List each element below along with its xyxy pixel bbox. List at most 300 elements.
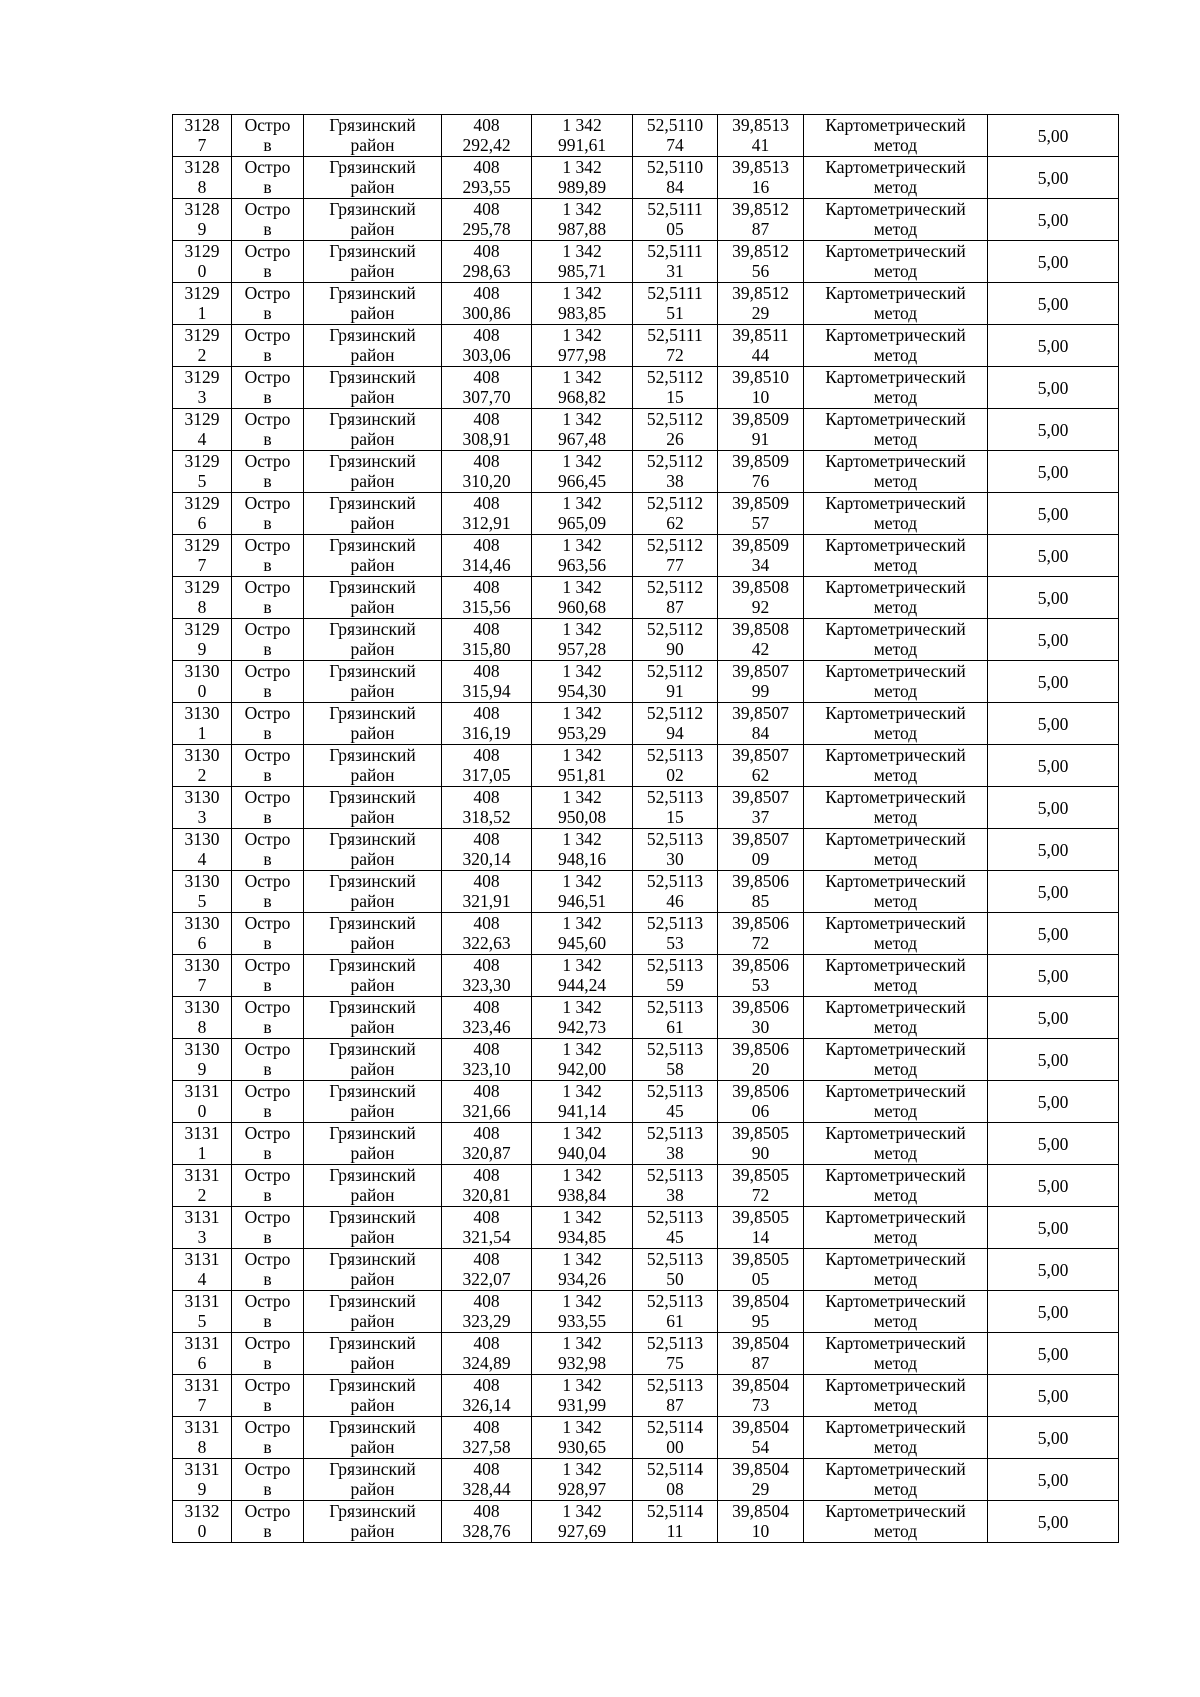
error-cell: 5,00 [988,913,1119,955]
y-coordinate-cell [532,997,633,1039]
latitude-cell-line: 30 [666,849,684,869]
y-coordinate-cell [532,1249,633,1291]
district-cell-line: район [350,807,395,827]
district-cell [304,703,442,745]
longitude-cell-line: 39,8510 [732,367,789,387]
y-coordinate-cell-line: 960,68 [557,597,607,617]
district-cell-line: Грязинский [329,241,416,261]
method-cell-line: Картометрический [825,703,966,723]
x-coordinate-cell [442,871,532,913]
district-cell-line: Грязинский [329,577,416,597]
object-type-cell [232,661,304,703]
method-cell [804,1333,988,1375]
y-coordinate-cell [532,787,633,829]
table-row [173,1249,1119,1291]
latitude-cell-line: 52,5113 [646,1375,704,1395]
longitude-cell-line: 39,8506 [732,997,789,1017]
x-coordinate-cell-line: 295,78 [462,219,511,239]
y-coordinate-cell-line: 1 342 [562,577,602,597]
x-coordinate-cell [442,325,532,367]
table-row [173,199,1119,241]
method-cell-line: Картометрический [825,367,966,387]
method-cell-line: Картометрический [825,955,966,975]
district-cell-line: Грязинский [329,283,416,303]
y-coordinate-cell [532,619,633,661]
point-number-cell-line: 3130 [184,955,220,975]
table-row [173,1291,1119,1333]
x-coordinate-cell-line: 328,76 [462,1521,511,1541]
y-coordinate-cell-line: 966,45 [557,471,607,491]
district-cell-line: район [350,261,395,281]
object-type-cell-line: в [263,555,272,575]
y-coordinate-cell [532,493,633,535]
x-coordinate-cell-line: 408 [473,1165,500,1185]
object-type-cell-line: Остро [244,997,291,1017]
latitude-cell-line: 52,5113 [646,745,704,765]
x-coordinate-cell-line: 323,10 [462,1059,511,1079]
x-coordinate-cell-line: 408 [473,1123,500,1143]
object-type-cell-line: Остро [244,493,291,513]
point-number-cell-line: 7 [197,135,207,155]
district-cell-line: район [350,765,395,785]
district-cell-line: Грязинский [329,1459,416,1479]
point-number-cell-line: 3128 [184,199,220,219]
longitude-cell-line: 87 [751,219,770,239]
point-number-cell-line: 3129 [184,493,220,513]
district-cell [304,1249,442,1291]
longitude-cell-line: 62 [751,765,770,785]
method-cell-line: Картометрический [825,241,966,261]
method-cell-line: Картометрический [825,283,966,303]
object-type-cell-line: в [263,1059,272,1079]
x-coordinate-cell [442,997,532,1039]
y-coordinate-cell-line: 1 342 [562,1249,602,1269]
object-type-cell [232,493,304,535]
y-coordinate-cell [532,241,633,283]
longitude-cell-line: 29 [751,1479,770,1499]
object-type-cell-line: Остро [244,283,291,303]
latitude-cell-line: 52,5112 [646,409,704,429]
object-type-cell-line: Остро [244,619,291,639]
district-cell-line: Грязинский [329,661,416,681]
table-row [173,829,1119,871]
object-type-cell-line: в [263,765,272,785]
longitude-cell-line: 39,8506 [732,1039,789,1059]
object-type-cell-line: в [263,1185,272,1205]
x-coordinate-cell-line: 292,42 [462,135,511,155]
y-coordinate-cell [532,1459,633,1501]
longitude-cell-line: 39,8513 [732,157,789,177]
x-coordinate-cell-line: 408 [473,1039,500,1059]
x-coordinate-cell-line: 307,70 [462,387,511,407]
point-number-cell-line: 3128 [184,115,220,135]
point-number-cell-line: 3131 [184,1375,220,1395]
y-coordinate-cell-line: 944,24 [557,975,607,995]
district-cell [304,1459,442,1501]
table-row [173,115,1119,157]
method-cell [804,787,988,829]
point-number-cell-line: 3132 [184,1501,220,1521]
object-type-cell [232,997,304,1039]
method-cell [804,199,988,241]
district-cell [304,913,442,955]
longitude-cell-line: 09 [751,849,770,869]
y-coordinate-cell-line: 1 342 [562,409,602,429]
longitude-cell-line: 39,8507 [732,829,789,849]
method-cell [804,1207,988,1249]
district-cell-line: район [350,723,395,743]
object-type-cell [232,367,304,409]
y-coordinate-cell [532,1291,633,1333]
longitude-cell [718,1123,804,1165]
district-cell-line: район [350,1269,395,1289]
method-cell-line: Картометрический [825,661,966,681]
latitude-cell [633,1501,718,1543]
method-cell-line: Картометрический [825,535,966,555]
point-number-cell-line: 2 [197,765,207,785]
point-number-cell-line: 8 [197,1017,207,1037]
district-cell-line: район [350,555,395,575]
method-cell-line: Картометрический [825,871,966,891]
point-number-cell [173,871,232,913]
method-cell-line: метод [873,471,918,491]
latitude-cell-line: 52,5114 [646,1417,704,1437]
longitude-cell [718,661,804,703]
point-number-cell-line: 3130 [184,1039,220,1059]
longitude-cell [718,997,804,1039]
longitude-cell-line: 39,8505 [732,1207,789,1227]
x-coordinate-cell [442,1249,532,1291]
longitude-cell-line: 39,8512 [732,283,789,303]
latitude-cell-line: 45 [666,1227,684,1247]
object-type-cell-line: Остро [244,1501,291,1521]
x-coordinate-cell-line: 408 [473,157,500,177]
x-coordinate-cell-line: 315,56 [462,597,511,617]
longitude-cell [718,1207,804,1249]
method-cell-line: метод [873,219,918,239]
point-number-cell-line: 3131 [184,1165,220,1185]
y-coordinate-cell [532,1375,633,1417]
district-cell-line: район [350,1101,395,1121]
latitude-cell-line: 52,5110 [646,115,704,135]
object-type-cell-line: в [263,1437,272,1457]
x-coordinate-cell-line: 315,94 [462,681,511,701]
y-coordinate-cell-line: 1 342 [562,1333,602,1353]
district-cell-line: район [350,1311,395,1331]
district-cell-line: район [350,303,395,323]
latitude-cell-line: 61 [666,1017,684,1037]
latitude-cell [633,997,718,1039]
method-cell [804,1291,988,1333]
point-number-cell-line: 3129 [184,409,220,429]
method-cell [804,283,988,325]
method-cell-line: Картометрический [825,1333,966,1353]
latitude-cell-line: 05 [666,219,684,239]
point-number-cell-line: 6 [197,1353,207,1373]
error-cell: 5,00 [988,997,1119,1039]
x-coordinate-cell [442,1207,532,1249]
latitude-cell [633,871,718,913]
x-coordinate-cell [442,1291,532,1333]
object-type-cell-line: в [263,891,272,911]
object-type-cell-line: Остро [244,241,291,261]
point-number-cell-line: 9 [197,1479,207,1499]
y-coordinate-cell-line: 1 342 [562,913,602,933]
object-type-cell-line: в [263,1353,272,1373]
point-number-cell [173,1207,232,1249]
method-cell-line: метод [873,1395,918,1415]
method-cell-line: метод [873,1143,918,1163]
x-coordinate-cell [442,115,532,157]
y-coordinate-cell-line: 942,73 [557,1017,607,1037]
object-type-cell [232,745,304,787]
latitude-cell-line: 52,5113 [646,1333,704,1353]
longitude-cell [718,577,804,619]
y-coordinate-cell-line: 1 342 [562,283,602,303]
latitude-cell-line: 91 [666,681,684,701]
error-cell: 5,00 [988,1417,1119,1459]
longitude-cell-line: 39,8505 [732,1123,789,1143]
object-type-cell [232,1459,304,1501]
method-cell-line: метод [873,135,918,155]
latitude-cell-line: 52,5111 [647,199,703,219]
x-coordinate-cell-line: 408 [473,871,500,891]
y-coordinate-cell-line: 1 342 [562,115,602,135]
latitude-cell [633,703,718,745]
latitude-cell-line: 52,5114 [646,1501,704,1521]
latitude-cell [633,745,718,787]
point-number-cell-line: 3131 [184,1291,220,1311]
object-type-cell-line: Остро [244,745,291,765]
object-type-cell-line: Остро [244,409,291,429]
method-cell-line: метод [873,723,918,743]
y-coordinate-cell [532,1081,633,1123]
longitude-cell-line: 37 [751,807,770,827]
object-type-cell-line: в [263,387,272,407]
latitude-cell-line: 52,5113 [646,913,704,933]
y-coordinate-cell-line: 927,69 [557,1521,607,1541]
district-cell-line: район [350,1437,395,1457]
x-coordinate-cell-line: 315,80 [462,639,511,659]
y-coordinate-cell-line: 1 342 [562,661,602,681]
point-number-cell [173,1165,232,1207]
object-type-cell-line: Остро [244,577,291,597]
point-number-cell-line: 7 [197,555,207,575]
table-row [173,1459,1119,1501]
longitude-cell [718,913,804,955]
latitude-cell-line: 52,5113 [646,997,704,1017]
table-row [173,493,1119,535]
latitude-cell-line: 62 [666,513,684,533]
error-cell: 5,00 [988,703,1119,745]
method-cell-line: Картометрический [825,1501,966,1521]
latitude-cell [633,367,718,409]
x-coordinate-cell [442,451,532,493]
x-coordinate-cell [442,367,532,409]
method-cell-line: метод [873,303,918,323]
x-coordinate-cell-line: 321,66 [462,1101,511,1121]
object-type-cell-line: в [263,1479,272,1499]
longitude-cell [718,115,804,157]
y-coordinate-cell [532,577,633,619]
longitude-cell-line: 72 [751,1185,770,1205]
object-type-cell-line: в [263,807,272,827]
x-coordinate-cell [442,157,532,199]
district-cell-line: район [350,1017,395,1037]
district-cell-line: район [350,1479,395,1499]
x-coordinate-cell-line: 322,63 [462,933,511,953]
error-cell: 5,00 [988,493,1119,535]
longitude-cell [718,1417,804,1459]
latitude-cell-line: 38 [666,1143,684,1163]
method-cell [804,367,988,409]
x-coordinate-cell-line: 321,91 [462,891,511,911]
longitude-cell [718,1291,804,1333]
longitude-cell [718,703,804,745]
method-cell-line: Картометрический [825,1207,966,1227]
x-coordinate-cell-line: 316,19 [462,723,511,743]
x-coordinate-cell-line: 326,14 [462,1395,511,1415]
x-coordinate-cell-line: 408 [473,829,500,849]
method-cell-line: метод [873,933,918,953]
district-cell-line: Грязинский [329,1123,416,1143]
latitude-cell [633,1333,718,1375]
y-coordinate-cell [532,1123,633,1165]
point-number-cell [173,199,232,241]
latitude-cell [633,829,718,871]
object-type-cell [232,1417,304,1459]
longitude-cell-line: 39,8504 [732,1333,789,1353]
point-number-cell [173,997,232,1039]
district-cell [304,241,442,283]
district-cell-line: район [350,1227,395,1247]
x-coordinate-cell-line: 408 [473,1459,500,1479]
longitude-cell-line: 39,8509 [732,493,789,513]
point-number-cell-line: 3130 [184,997,220,1017]
point-number-cell-line: 3129 [184,577,220,597]
point-number-cell [173,283,232,325]
point-number-cell-line: 0 [197,1101,207,1121]
latitude-cell [633,955,718,997]
object-type-cell-line: Остро [244,955,291,975]
district-cell [304,409,442,451]
y-coordinate-cell-line: 1 342 [562,1459,602,1479]
y-coordinate-cell-line: 1 342 [562,241,602,261]
x-coordinate-cell [442,661,532,703]
x-coordinate-cell-line: 408 [473,535,500,555]
longitude-cell-line: 39,8506 [732,913,789,933]
object-type-cell [232,283,304,325]
method-cell [804,451,988,493]
object-type-cell-line: Остро [244,1375,291,1395]
table-row [173,703,1119,745]
table-row [173,367,1119,409]
method-cell-line: метод [873,975,918,995]
method-cell-line: метод [873,429,918,449]
district-cell-line: Грязинский [329,1249,416,1269]
method-cell-line: Картометрический [825,1459,966,1479]
latitude-cell-line: 87 [666,597,684,617]
longitude-cell-line: 39,8504 [732,1459,789,1479]
error-cell: 5,00 [988,535,1119,577]
x-coordinate-cell [442,283,532,325]
method-cell [804,913,988,955]
point-number-cell-line: 3131 [184,1207,220,1227]
longitude-cell-line: 85 [751,891,770,911]
longitude-cell-line: 06 [751,1101,770,1121]
object-type-cell [232,157,304,199]
district-cell [304,1123,442,1165]
latitude-cell-line: 59 [666,975,684,995]
error-cell: 5,00 [988,1249,1119,1291]
latitude-cell-line: 52,5113 [646,1081,704,1101]
longitude-cell-line: 39,8508 [732,577,789,597]
method-cell [804,1039,988,1081]
point-number-cell [173,325,232,367]
longitude-cell-line: 34 [751,555,770,575]
object-type-cell-line: в [263,345,272,365]
district-cell-line: Грязинский [329,787,416,807]
point-number-cell [173,661,232,703]
object-type-cell [232,199,304,241]
x-coordinate-cell [442,1165,532,1207]
district-cell-line: Грязинский [329,1417,416,1437]
y-coordinate-cell-line: 965,09 [557,513,607,533]
y-coordinate-cell-line: 950,08 [557,807,607,827]
x-coordinate-cell-line: 408 [473,1501,500,1521]
object-type-cell-line: в [263,597,272,617]
error-cell: 5,00 [988,1291,1119,1333]
y-coordinate-cell-line: 968,82 [557,387,607,407]
point-number-cell-line: 5 [197,471,207,491]
object-type-cell [232,1123,304,1165]
x-coordinate-cell-line: 408 [473,1375,500,1395]
x-coordinate-cell-line: 408 [473,997,500,1017]
method-cell-line: метод [873,1017,918,1037]
x-coordinate-cell-line: 324,89 [462,1353,511,1373]
point-number-cell-line: 3129 [184,241,220,261]
y-coordinate-cell-line: 963,56 [557,555,607,575]
object-type-cell-line: Остро [244,913,291,933]
longitude-cell-line: 39,8507 [732,745,789,765]
longitude-cell-line: 39,8506 [732,955,789,975]
coordinates-table [172,114,1119,1543]
district-cell [304,661,442,703]
y-coordinate-cell-line: 1 342 [562,829,602,849]
point-number-cell-line: 7 [197,1395,207,1415]
x-coordinate-cell [442,1501,532,1543]
district-cell-line: район [350,849,395,869]
district-cell-line: Грязинский [329,1291,416,1311]
y-coordinate-cell-line: 938,84 [557,1185,607,1205]
point-number-cell-line: 3131 [184,1459,220,1479]
point-number-cell [173,577,232,619]
district-cell-line: Грязинский [329,409,416,429]
object-type-cell-line: Остро [244,1291,291,1311]
longitude-cell-line: 76 [751,471,770,491]
y-coordinate-cell-line: 941,14 [557,1101,607,1121]
object-type-cell-line: Остро [244,451,291,471]
object-type-cell [232,241,304,283]
object-type-cell-line: в [263,513,272,533]
object-type-cell [232,703,304,745]
error-cell: 5,00 [988,1165,1119,1207]
point-number-cell-line: 1 [197,1143,207,1163]
x-coordinate-cell-line: 320,14 [462,849,511,869]
latitude-cell-line: 52,5112 [646,661,704,681]
latitude-cell [633,619,718,661]
y-coordinate-cell [532,283,633,325]
